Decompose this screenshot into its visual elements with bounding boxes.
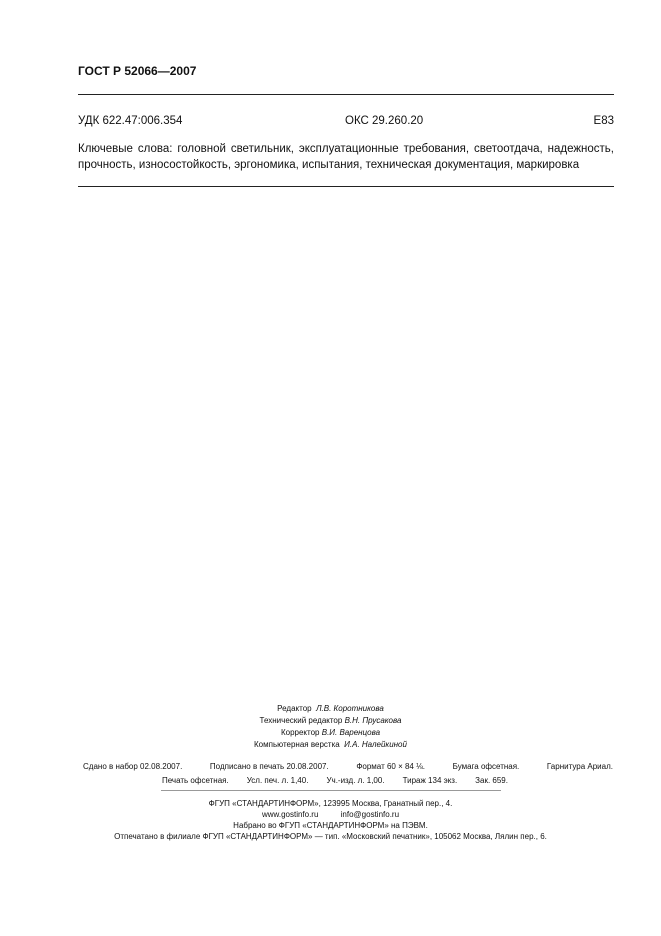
credit-tech-editor: Технический редактор В.Н. Прусакова — [259, 716, 402, 725]
publisher-footer — [0, 798, 661, 842]
header-divider — [78, 94, 614, 95]
oks-code: ОКС 29.260.20 — [345, 115, 424, 127]
imprint-item: Тираж 134 экз. — [402, 776, 458, 785]
imprint-item: Зак. 659. — [475, 776, 508, 785]
imprint-divider — [161, 790, 501, 791]
credit-editor: Редактор Л.В. Коротникова — [277, 704, 384, 713]
imprint-item: Формат 60 × 84 ⅛. — [356, 762, 425, 771]
imprint-item: Бумага офсетная. — [452, 762, 520, 771]
imprint-item: Печать офсетная. — [162, 776, 229, 785]
imprint-item: Усл. печ. л. 1,40. — [246, 776, 309, 785]
document-title: ГОСТ Р 52066—2007 — [78, 64, 197, 78]
classification-code: Е83 — [593, 115, 614, 127]
imprint-item: Гарнитура Ариал. — [546, 762, 613, 771]
credit-proofreader: Корректор В.И. Варенцова — [280, 728, 381, 737]
publisher-web: www.gostinfo.ru info@gostinfo.ru — [261, 810, 400, 819]
printing-note: Отпечатано в филиале ФГУП «СТАНДАРТИНФОРМ» — тип. «Московский печатник», 105062 Москва, Лялин пер., 6. — [114, 832, 547, 841]
udk-code: УДК 622.47:006.354 — [78, 115, 183, 127]
imprint-item: Уч.-изд. л. 1,00. — [326, 776, 385, 785]
publisher-address: ФГУП «СТАНДАРТИНФОРМ», 123995 Москва, Гранатный пер., 4. — [208, 799, 453, 808]
imprint-block — [83, 760, 613, 788]
imprint-item: Сдано в набор 02.08.2007. — [83, 762, 183, 771]
imprint-item: Подписано в печать 20.08.2007. — [209, 762, 329, 771]
keywords-divider — [78, 186, 614, 187]
keywords-paragraph: Ключевые слова: головной светильник, эксплуатационные требования, светоотдача, надежность, прочность, износостойкость, эргономика, испытания, техническая документация, маркировка — [78, 143, 614, 171]
credits-block — [0, 703, 661, 751]
credit-layout: Компьютерная верстка И.А. Налейкиной — [254, 740, 407, 749]
imprint-row-1 — [83, 760, 613, 774]
imprint-row-2 — [83, 774, 613, 788]
typeset-note: Набрано во ФГУП «СТАНДАРТИНФОРМ» на ПЭВМ. — [233, 821, 428, 830]
